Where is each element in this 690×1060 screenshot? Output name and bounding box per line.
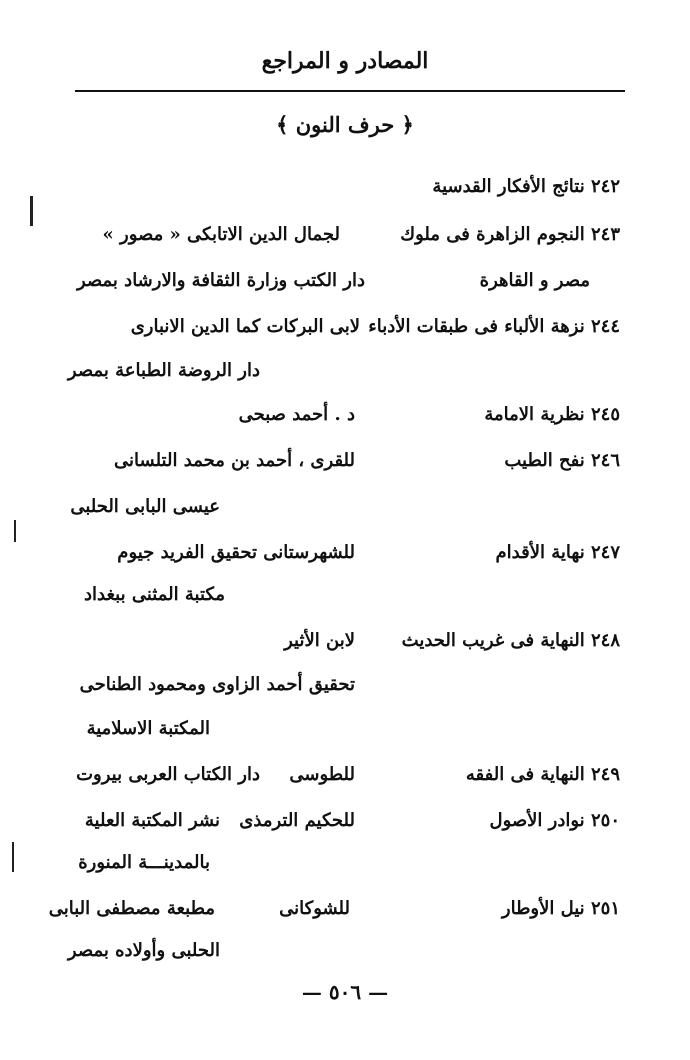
entry-title-text: نيل الأوطار [501,898,585,919]
section-title: ﴿ حرف النون ﴾ [276,112,414,137]
entry-249-title [420,758,620,792]
entry-243-publisher: دار الكتب وزارة الثقافة والارشاد بمصر [76,270,365,291]
entry-number: ٢٤٨ [590,630,620,651]
entry-number: ٢٤٣ [590,224,620,245]
header-rule [75,90,625,92]
entry-247-title [420,536,620,570]
entry-title-text: نزهة الألباء فى طبقات الأدباء [368,316,585,337]
entry-title-text: نهاية الأقدام [495,542,585,563]
entry-251-title [420,892,620,926]
entry-250-publisher-cont: بالمدينـــة المنورة [78,852,210,873]
entry-number: ٢٤٥ [590,404,620,425]
page-number: — ٥٠٦ — [301,980,389,1004]
entry-246-title [420,444,620,478]
entry-number: ٢٥٠ [590,810,620,831]
entry-246-publisher: عيسى البابى الحلبى [70,496,220,517]
running-header: المصادر و المراجع [261,48,429,74]
entry-249-publisher: دار الكتاب العربى بيروت [76,764,260,785]
entry-244-author: لابى البركات كما الدين الانبارى [130,316,360,337]
entry-249-author: للطوسى [289,764,355,785]
entry-248-editor: تحقيق أحمد الزاوى ومحمود الطناحى [79,674,355,695]
margin-mark [14,520,16,542]
entry-number: ٢٤٧ [590,542,620,563]
entry-243-author: لجمال الدين الاتابكى « مصور » [102,224,340,245]
entry-title-text: نفح الطيب [504,450,585,471]
entry-number: ٢٤٦ [590,450,620,471]
entry-248-title [360,624,620,658]
margin-mark [12,842,14,872]
entry-251-author: للشوكانى [279,898,350,919]
entry-242-title [320,170,620,204]
entry-number: ٢٥١ [590,898,620,919]
entry-250-title [420,804,620,838]
entry-250-author: للحكيم الترمذى [239,810,355,831]
entry-247-author: للشهرستانى تحقيق الفريد جيوم [117,542,355,563]
entry-244-title [360,310,620,344]
entry-title-text: نوادر الأصول [489,810,585,831]
entry-248-author: لابن الأثير [284,630,355,651]
entry-number: ٢٤٩ [590,764,620,785]
entry-247-publisher: مكتبة المثنى ببغداد [84,584,225,605]
entry-243-title-cont: مصر و القاهرة [479,270,590,291]
margin-mark [30,196,33,226]
entry-title-text: النهاية فى غريب الحديث [401,630,585,651]
entry-number: ٢٤٤ [590,316,620,337]
entry-243-title [340,218,620,252]
entry-251-publisher-cont: الحلبى وأولاده بمصر [67,940,220,961]
entry-251-publisher: مطبعة مصطفى البابى [48,898,215,919]
entry-title-text: نتائج الأفكار القدسية [432,176,585,197]
entry-246-author: للقرى ، أحمد بن محمد التلسانى [114,450,355,471]
entry-title-text: النجوم الزاهرة فى ملوك [400,224,585,245]
entry-title-text: نظرية الامامة [484,404,585,425]
entry-245-author: د . أحمد صبحى [238,404,355,425]
entry-number: ٢٤٢ [590,176,620,197]
entry-245-title [420,398,620,432]
entry-250-publisher: نشر المكتبة العلية [84,810,220,831]
entry-248-publisher: المكتبة الاسلامية [86,718,210,739]
entry-title-text: النهاية فى الفقه [465,764,585,785]
entry-244-publisher: دار الروضة الطباعة بمصر [67,360,260,381]
